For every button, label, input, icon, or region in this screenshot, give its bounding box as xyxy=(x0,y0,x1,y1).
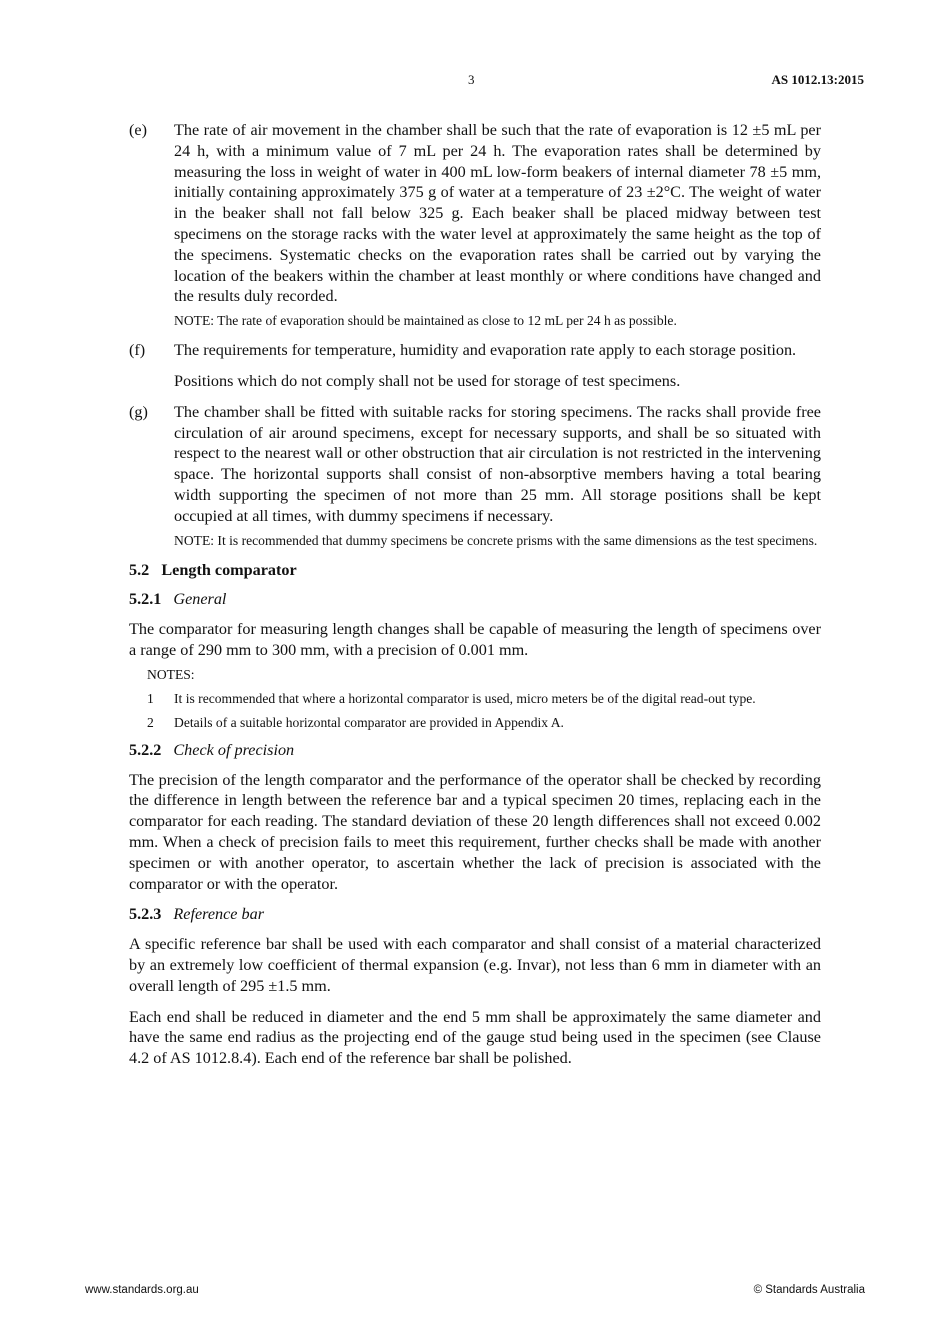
subsection-paragraph: The comparator for measuring length changes shall be capable of measuring the length of specimens over a range of 290 mm to 300 mm, with a precision of 0.001 mm. xyxy=(129,620,821,659)
page-content xyxy=(129,120,821,1069)
item-paragraph: The rate of air movement in the chamber shall be such that the rate of evaporation is 12 ±5 mL per 24 h, with a minimum value of 7 mL per 24 h. The evaporation rates shall be determined by measuring the loss in weight of water in 400 mL low-form beakers of internal diameter 78 ±5 mm, initially containing approximately 375 g of water at a temperature of 23 ±2°C. The weight of water in the beaker shall not fall below 325 g. Each beaker shall be placed midway between test specimens on the storage racks with the water level at approximately the same height as the top of the specimens. Systematic checks on the evaporation rates shall be carried out by varying the location of the beakers within the chamber at least monthly or where conditions have changed and the results duly recorded. xyxy=(174,121,821,306)
subsection-heading-5-2-3 xyxy=(129,904,821,925)
subsection-title: Check of precision xyxy=(173,740,295,759)
notes-block xyxy=(147,665,821,732)
note-number: 1 xyxy=(147,690,154,706)
copyright-text: © Standards Australia xyxy=(753,1284,865,1296)
note-item xyxy=(147,713,821,732)
page-number: 3 xyxy=(468,72,475,87)
list-item-f xyxy=(129,340,821,392)
website-link[interactable]: www.standards.org.au xyxy=(85,1284,199,1296)
list-item-g xyxy=(129,402,821,550)
item-note: NOTE: It is recommended that dummy specimens be concrete prisms with the same dimensions as the test specimens. xyxy=(174,532,818,548)
subsection-paragraph: A specific reference bar shall be used with each comparator and shall consist of a material characterized by an extremely low coefficient of thermal expansion (e.g. Invar), not less than 6 mm in diameter with an overall length of 295 ±1.5 mm. xyxy=(129,935,821,995)
item-label: (f) xyxy=(129,341,146,360)
document-code: AS 1012.13:2015 xyxy=(771,72,864,87)
subsection-number: 5.2.1 xyxy=(129,590,162,609)
subsection-paragraph: Each end shall be reduced in diameter and the end 5 mm shall be approximately the same diameter and have the same end radius as the projecting end of the gauge stud being used in the specimen (see Clause 4.2 of AS 1012.8.4). Each end of the reference bar shall be polished. xyxy=(129,1007,821,1068)
subsection-title: General xyxy=(173,590,227,609)
note-text: It is recommended that where a horizontal comparator is used, micro meters be of the digital read-out type. xyxy=(174,690,756,706)
item-paragraph: The chamber shall be fitted with suitable racks for storing specimens. The racks shall provide free circulation of air around specimens, except for necessary supports, and shall be so situated with respect to the nearest wall or other obstruction that air circulation is not restricted in the intervening space. The horizontal supports shall consist of non-absorptive members having a total bearing width supporting the specimen of not more than 25 mm. All storage positions shall be kept occupied at all times, with dummy specimens if necessary. xyxy=(174,402,821,525)
page-header xyxy=(0,72,950,92)
item-paragraph: The requirements for temperature, humidity and evaporation rate apply to each storage position. xyxy=(174,341,797,360)
page-footer xyxy=(85,1284,865,1300)
subsection-paragraph: The precision of the length comparator and the performance of the operator shall be checked by recording the difference in length between the reference bar and a typical specimen 20 times, replacing each in the comparator for each reading. The standard deviation of these 20 length differences shall not exceed 0.002 mm. When a check of precision fails to meet this requirement, further checks shall be made with another specimen or with another operator, to ascertain whether the lack of precision is associated with the comparator or with the operator. xyxy=(129,770,821,893)
item-label: (e) xyxy=(129,121,147,139)
note-text: Details of a suitable horizontal comparator are provided in Appendix A. xyxy=(174,714,564,730)
list-item-e xyxy=(129,120,821,330)
subsection-heading-5-2-2 xyxy=(129,740,821,761)
subsection-number: 5.2.3 xyxy=(129,905,162,924)
note-number: 2 xyxy=(147,714,154,730)
notes-title: NOTES: xyxy=(147,666,195,682)
subsection-heading-5-2-1 xyxy=(129,589,821,610)
item-paragraph: Positions which do not comply shall not be used for storage of test specimens. xyxy=(174,371,681,390)
item-note: NOTE: The rate of evaporation should be maintained as close to 12 mL per 24 h as possible. xyxy=(174,313,677,329)
subsection-title: Reference bar xyxy=(173,905,265,924)
note-item xyxy=(147,689,821,708)
item-label: (g) xyxy=(129,402,148,421)
subsection-number: 5.2.2 xyxy=(129,740,162,759)
section-heading-5-2: 5.2 Length comparator xyxy=(129,560,297,579)
